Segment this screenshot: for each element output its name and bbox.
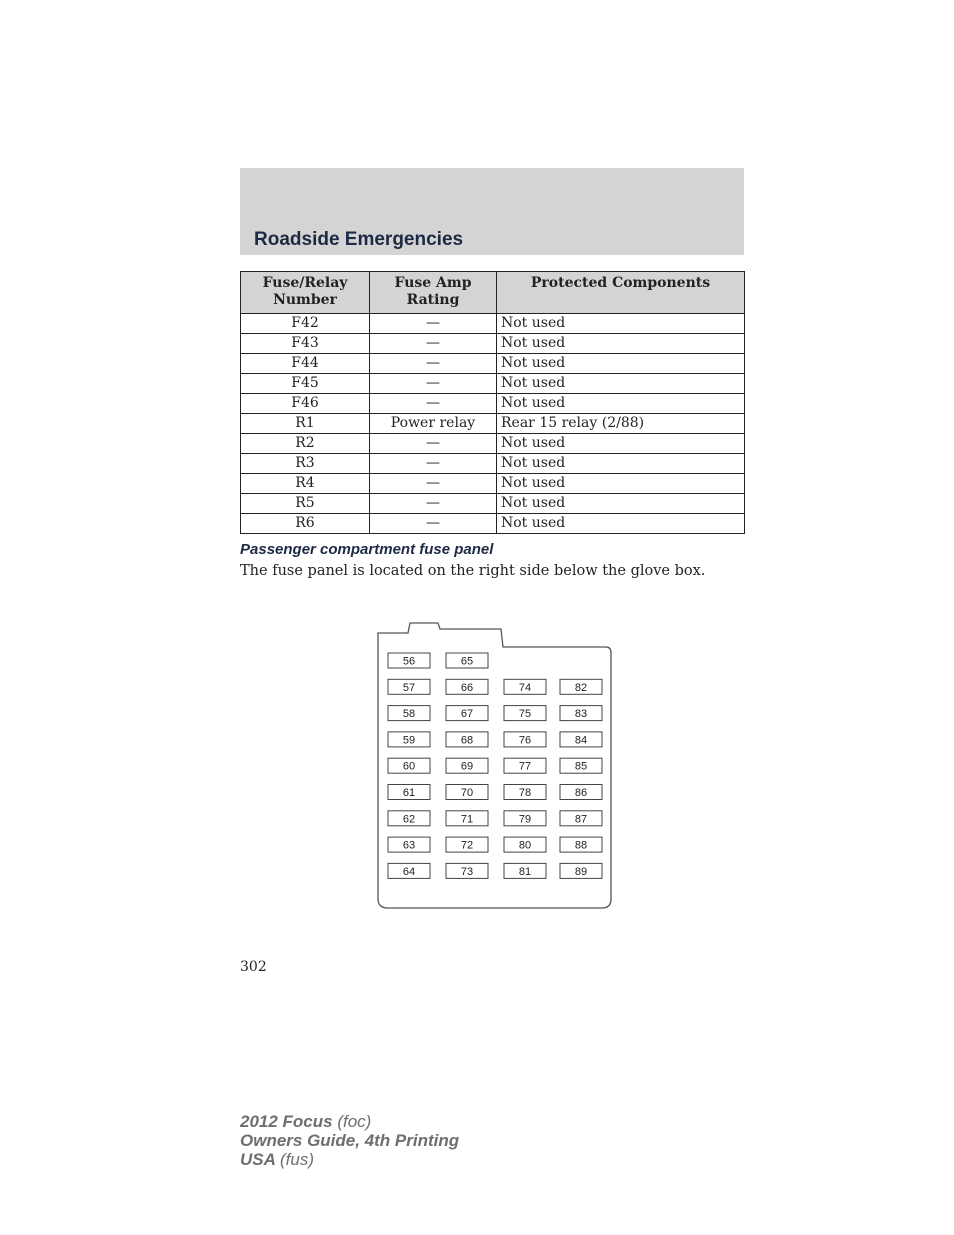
cell-amp-rating: — — [370, 474, 497, 494]
cell-amp-rating: — — [370, 314, 497, 334]
cell-amp-rating: — — [370, 454, 497, 474]
fuse-slot-label: 70 — [460, 787, 474, 799]
fuse-slot-label: 65 — [460, 655, 474, 668]
table-row — [241, 414, 745, 434]
fuse-slot-label: 60 — [402, 760, 416, 773]
table-row — [241, 454, 745, 474]
fuse-panel-diagram — [370, 615, 620, 915]
cell-protected-components: Not used — [497, 334, 745, 354]
cell-protected-components: Not used — [497, 454, 745, 474]
fuse-slot-label: 71 — [460, 813, 474, 826]
fuse-slot-label: 69 — [460, 760, 474, 773]
cell-protected-components: Not used — [497, 374, 745, 394]
fuse-slot-label: 81 — [518, 865, 532, 878]
cell-protected-components: Rear 15 relay (2/88) — [497, 414, 745, 434]
cell-fuse-number: F46 — [241, 394, 370, 414]
fuse-slot-label: 66 — [460, 681, 474, 694]
fuse-slot-label: 87 — [574, 813, 588, 826]
cell-amp-rating: — — [370, 494, 497, 514]
cell-amp-rating: — — [370, 514, 497, 534]
fuse-slot-label: 74 — [518, 681, 532, 694]
fuse-table — [240, 271, 745, 534]
cell-protected-components: Not used — [497, 394, 745, 414]
cell-fuse-number: R2 — [241, 434, 370, 454]
cell-protected-components: Not used — [497, 494, 745, 514]
fuse-slot-label: 73 — [460, 865, 474, 878]
section-header-band — [240, 168, 744, 255]
footer-model-code: (foc) — [337, 1112, 372, 1131]
page-number: 302 — [240, 959, 267, 975]
fuse-slot-label: 63 — [402, 839, 416, 852]
fuse-slot-label: 77 — [518, 760, 532, 773]
location-text: The fuse panel is located on the right side below the glove box. — [240, 563, 706, 579]
subsection-heading: Passenger compartment fuse panel — [240, 541, 494, 558]
cell-protected-components: Not used — [497, 514, 745, 534]
cell-fuse-number: F44 — [241, 354, 370, 374]
fuse-slot-label: 62 — [402, 813, 416, 826]
fuse-slot-label: 68 — [460, 734, 474, 747]
fuse-slot-label: 57 — [402, 681, 416, 694]
fuse-slot-label: 56 — [402, 655, 416, 668]
fuse-slot-label: 79 — [518, 813, 532, 826]
cell-protected-components: Not used — [497, 314, 745, 334]
footer — [240, 1112, 459, 1169]
footer-model: 2012 Focus — [240, 1112, 333, 1131]
table-row — [241, 434, 745, 454]
fuse-slot-label: 59 — [402, 734, 416, 747]
cell-fuse-number: R5 — [241, 494, 370, 514]
table-row — [241, 514, 745, 534]
fuse-slot-label: 72 — [460, 839, 474, 852]
fuse-slot-label: 83 — [574, 708, 588, 721]
header-fuse-number: Fuse/Relay Number — [241, 272, 370, 314]
header-protected-components: Protected Components — [497, 272, 745, 314]
section-title: Roadside Emergencies — [254, 229, 464, 250]
cell-fuse-number: R6 — [241, 514, 370, 534]
fuse-slot-label: 58 — [402, 708, 416, 721]
fuse-slot-label: 82 — [574, 681, 588, 694]
cell-fuse-number: R1 — [241, 414, 370, 434]
cell-fuse-number: F42 — [241, 314, 370, 334]
cell-amp-rating: — — [370, 394, 497, 414]
header-amp-rating: Fuse Amp Rating — [370, 272, 497, 314]
table-row — [241, 354, 745, 374]
table-header-row — [241, 272, 745, 314]
fuse-slot-label: 76 — [518, 734, 532, 747]
fuse-slot-label: 88 — [574, 839, 588, 852]
fuse-slot-label: 84 — [574, 734, 588, 747]
cell-fuse-number: R4 — [241, 474, 370, 494]
fuse-slot-label: 80 — [518, 839, 532, 852]
footer-line-3 — [240, 1150, 459, 1169]
table-row — [241, 474, 745, 494]
fuse-slot-label: 61 — [402, 787, 416, 799]
footer-line-2: Owners Guide, 4th Printing — [240, 1131, 460, 1150]
fuse-slot-label: 89 — [574, 865, 588, 878]
fuse-slot-label: 75 — [518, 708, 532, 721]
cell-amp-rating: — — [370, 354, 497, 374]
fuse-slot-label: 64 — [402, 865, 416, 878]
fuse-slot-label: 78 — [518, 787, 532, 799]
table-row — [241, 374, 745, 394]
cell-fuse-number: F43 — [241, 334, 370, 354]
cell-protected-components: Not used — [497, 474, 745, 494]
cell-fuse-number: F45 — [241, 374, 370, 394]
footer-region: USA — [240, 1150, 276, 1169]
cell-amp-rating: Power relay — [370, 414, 497, 434]
fuse-slot-label: 86 — [574, 787, 588, 799]
cell-protected-components: Not used — [497, 434, 745, 454]
table-row — [241, 494, 745, 514]
table-row — [241, 334, 745, 354]
table-row — [241, 314, 745, 334]
fuse-slot-label: 67 — [460, 708, 474, 721]
table-row — [241, 394, 745, 414]
cell-amp-rating: — — [370, 434, 497, 454]
cell-protected-components: Not used — [497, 354, 745, 374]
footer-region-code: (fus) — [280, 1150, 314, 1169]
cell-amp-rating: — — [370, 334, 497, 354]
fuse-slot-label: 85 — [574, 760, 588, 773]
footer-line-1 — [240, 1112, 459, 1131]
cell-amp-rating: — — [370, 374, 497, 394]
cell-fuse-number: R3 — [241, 454, 370, 474]
